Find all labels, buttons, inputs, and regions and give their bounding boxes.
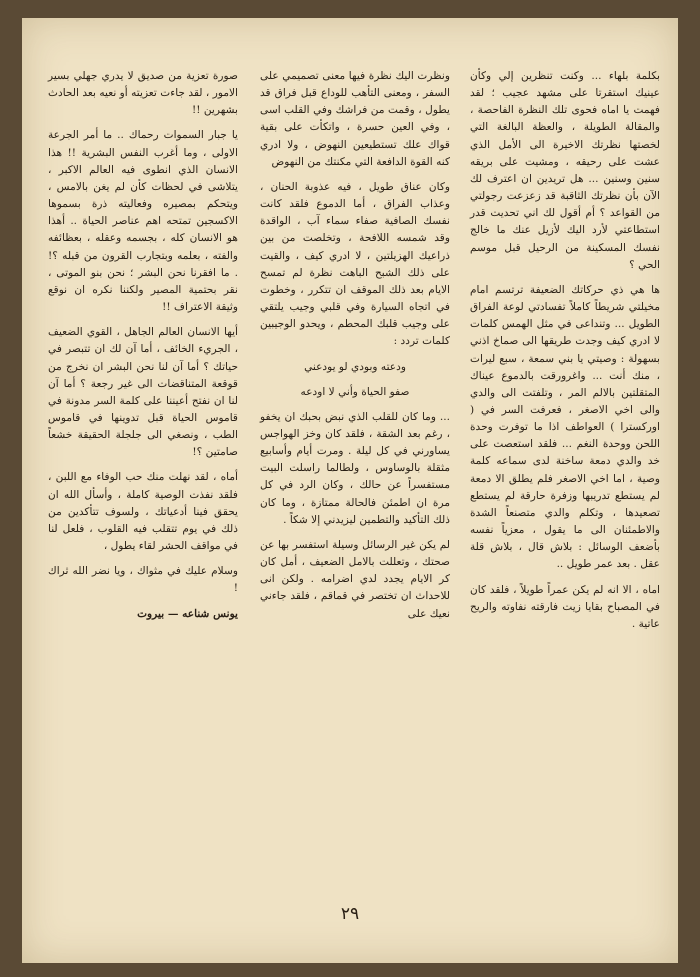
paragraph: وسلام عليك في مثواك ، ويا نضر الله ثراك ! (48, 565, 238, 595)
paragraph: صورة تعزية من صديق لا يدري جهلي بسير الامور ، لقد جاءت تعزيته أو نعيه بعد الحادث بشهرين !! (48, 70, 238, 117)
column-middle (260, 68, 450, 631)
paragraph: اماه ، الا انه لم يكن عمراً طويلاً ، فلقد كان في المصباح بقايا زيت فارقته نفاوته والريح عاتية . (470, 583, 660, 630)
magazine-page (22, 18, 678, 963)
paragraph: يا جبار السموات رحماك .. ما أمر الجرعة الاولى ، وما أغرب النفس البشرية !! هذا الانسان الذي انطوى فيه العالم الاكبر ، يتلاشى في لحظات كأن لم يغن بالامس ، ويتحكم بمصيره وفعاليته ذرة بسموها الاكسجين تمتحه اهم عناصر الحياة .. أهذا هو الانسان كله ، بجسمه وعقله ، بعظائفه والفته ، بعلمه وبتجارب القرون من قبله ؟! . ما افقرنا نحن البشر ؛ نحن بنو الموتى ، نقر بحتمية المصير ولكننا نكره ان نوقع وثيقة الاعتراف !! (48, 129, 238, 314)
verse-line: ودعته وبودي لو يودعني (304, 360, 406, 373)
paragraph: بكلمة بلهاء ... وكنت تنظرين إلي وكأن عينيك استقرتا على مشهد عجيب ؛ لقد فهمت يا اماه فحوى تلك النظرة الفاحصة ، والمقالة الطويلة ، والعظة البالغة التي لخصتها نظرتك الاخيرة الى الأمل الذي عشت على رحيقه ، ومشيت على بريقه سنين وسنين ... هل تريدين ان اعترف لك الآن بأن نظرتك الثاقبة قد زعزعت رجولتي من القواعد ؟ أم أقول لك اني تحديت قدر استطاعتي لأرد اليك لأزيل عنك ما خالج نفسك المسكينة من الرحيل قبل موسم الحي ؟ (470, 70, 660, 271)
paragraph: ها هي ذي حركاتك الضعيفة ترتسم امام مخيلتي شريطاً كاملاً تفسادتي لوعة الفراق الطويل ... وتنداعى في مثل الهمس كلمات لا ادري كيف وجدت طريقها الى صماخ اذني بسهولة : وصيتي يا بني سمعة ، سبع ليرات ، منك أنت ... واغرورقت بالدموع عيناك المتقلتين بالالم المر ، وتلفتت الى والدي والى اخي الاصغر ، فعرفت السر في ( اوركسترا ) العواطف اذا ما توفرت وحدة اللحن ووحدة النغم ... فلقد استعصت على خد والدي دمعة ساخنة لدى سماعه كلمة وصية ، اما اخي الاصغر فلم يطلق الا دمعة لم يستطع تدريبها وزفرة حارقة لم يستطع تصعيدها ، وتكلم والدي متصنعاً الشدة والاطمئنان الى ما يقول ، معزياً نفسه بأضعف الوسائل : بلاش قال ، بلاش قلة عقل . بعد عمر طويل .. (470, 283, 660, 571)
paragraph: ... وما كان للقلب الذي نبض بحبك ان يخفو ، رغم بعد الشقة ، فلقد كان وخز الهواجس يساورني في كل ليلة . ومرت أيام وأسابيع مثقلة بالوساوس ، ولطالما راسلت البيت مستفسراً عن حالك ، وكان الرد في كل مرة ان اطمئن فالحالة ممتازة ، وما كان ذلك التأكيد والتطمين ليزيدني إلا شكاً . (260, 410, 450, 526)
paragraph: أماه ، لقد نهلت منك حب الوفاء مع اللبن ، فلقد نفذت الوصية كاملة ، وأسأل الله ان يحقق فينا أدعياتك ، ولسوف تتأكدين من ذلك في يوم تتقلب فيه القلوب ، فلعل لنا في مواقف الحشر لقاء يطول ، (48, 471, 238, 553)
verse-line: صفو الحياة وأني لا اودعه (300, 385, 410, 398)
column-right (470, 68, 660, 641)
column-left (48, 68, 238, 631)
page-number: ٢٩ (340, 904, 360, 924)
paragraph: وكان عناق طويل ، فيه عذوبة الحنان ، وعذاب الفراق ، أما الدموع فلقد كانت نفسك الصافية صفاء سماء آب ، الواقدة وقد شمسه اللافحة ، وتخلصت من بين ذراعيك الهزيلتين ، لا ادري كيف ، والقيت على ذلك الشبح الباهت نظرة لم تمسح الايام بعد ذلك الموقف ان تتكرر ، وخطوت في اتجاه السيارة وفي قلبي وجيب يلتقي على وجيب قلبك المحطم ، ويحدو الوجيبين كلمات تردد : (260, 180, 450, 348)
paragraph: ونظرت اليك نظرة فيها معنى تصميمي على السفر ، ومعنى التأهب للوداع قبل فراق قد يطول ، وقمت من فراشك وفي القلب اسى ، وفي العين حسرة ، واتكأت على بقية قواك علك تستطيعين النهوض ، ولا ادري كنه القوة الدافعة التي مكنتك من النهوض (260, 70, 450, 168)
author-signature: يونس شناعه — بيروت (137, 607, 238, 620)
paragraph: لم يكن غير الرسائل وسيلة استفسر بها عن صحتك ، وتعللت بالامل الضعيف ، أمل كان كر الايام يجدد لدي اضرامه . ولكن انى للاحداث ان تختصر في قماقم ، فلقد جاءني نعيك على (260, 538, 450, 620)
paragraph: أيها الانسان العالم الجاهل ، القوي الضعيف ، الجريء الخائف ، أما آن لك ان تتبصر في حياتك ؟ أما آن لنا نحن البشر ان نخرج من قوقعة المتناقضات الى غير رجعة ؟ أما آن لنا ان نفتح أعيننا على كلمة السر مدونة في قاموس الحياة قبل تدوينها في قاموس الطب ، ونصغي الى جلجلة الحقيقة خشعاً صامتين ؟! (48, 326, 238, 459)
